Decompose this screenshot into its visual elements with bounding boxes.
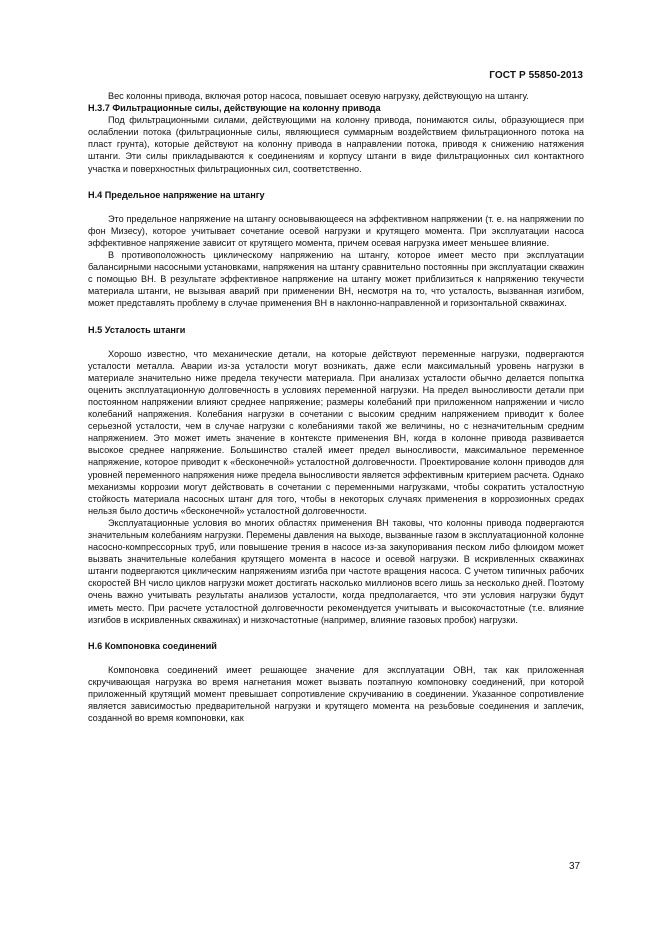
paragraph: Компоновка соединений имеет решающее значение для эксплуатации ОВН, так как приложенная скручивающая нагрузка во время нагнетания может вызвать поэтапную компоновку соединений, при которой приложенный крутящий момент превышает сопротивление скручиванию в соединении. Указанное сопротивление является зависимостью предварительной нагрузки и крутящего момента на резьбовые соединения и заплечик, созданной во время компоновки, как	[88, 664, 584, 724]
paragraph: Эксплуатационные условия во многих областях применения ВН таковы, что колонны привода подвергаются значительным колебаниям нагрузки. Перемены давления на выходе, вызванные газом в эксплуатационной колонне насосно-компрессорных труб, или повышение трения в насосе из-за закупоривания песком либо флюидом может вызвать значительные колебания крутящего момента в насосе и осевой нагрузки. В искривленных скважинах штанги подвергаются циклическим напряжениям изгиба при частоте вращения насоса. С учетом типичных рабочих скоростей ВН число циклов нагрузки может достигать насколько миллионов всего лишь за несколько дней. Поэтому очень важно учитывать результаты анализов усталости, когда предполагается, что эти условия нагрузки будут иметь место. При расчете усталостной долговечности рекомендуется учитывать и высокочастотные (т.е. влияние изгибов в искривленных скважинах) и низкочастотные (например, влияние газовых пробок) нагрузки.	[88, 517, 584, 625]
page-content	[88, 90, 584, 724]
section-heading-h3-7: Н.3.7 Фильтрационные силы, действующие на колонну привода	[88, 103, 381, 114]
paragraph: В противоположность циклическому напряжению на штангу, которое имеет место при эксплуатации балансирными насосными установками, напряжения на штангу сравнительно постоянны при эксплуатации скважин с помощью ВН. В результате эффективное напряжение на штангу может приблизиться к напряжению текучести материала штанги, не вызывая аварий при применении ВН, несмотря на то, что усталость, вызванная изгибом, может представлять проблему в случае применения ВН в наклонно-направленной и горизонтальной скважинах.	[88, 250, 584, 309]
paragraph: Это предельное напряжение на штангу основывающееся на эффективном напряжении (т. е. на напряжении по фон Мизесу), которое учитывает сочетание осевой нагрузки и крутящего момента. При эксплуатации насоса эффективное напряжение зависит от крутящего момента, причем осевая нагрузка имеет меньшее влияние.	[88, 213, 584, 248]
paragraph: Хорошо известно, что механические детали, на которые действуют переменные нагрузки, подвергаются усталости металла. Аварии из-за усталости могут возникать, даже если максимальный уровень нагрузки в материале значительно ниже предела текучести материала. При анализах усталости обычно делается попытка оценить эксплуатационную долговечность в условиях переменной нагрузки. На предел выносливости детали при постоянном напряжении влияют среднее напряжение; размеры колебаний при приложенном напряжении и число колебаний напряжения. Колебания нагрузки в сочетании с высоким средним напряжением приводит к более серьезной усталости, чем в случае нагрузки с колебаниями такой же величины, но с незначительным средним напряжением. Это может иметь значение в контексте применения ВН, когда в колонне привода развивается высокое среднее напряжение. Большинство сталей имеет предел выносливости, максимальное переменное напряжение, которое приводит к «бесконечной» усталостной долговечности. Проектирование колонн приводов для уровней переменного напряжения ниже предела выносливости является эффективным критерием расчета. Однако механизмы коррозии могут действовать в сочетании с переменными нагрузками, чтобы сократить усталостную стойкость материала насосных штанг для того, чтобы в некоторых случаях применения в коррозионных средах нельзя было достичь «бесконечной» усталостной долговечности.	[88, 348, 584, 516]
page-number: 37	[569, 861, 581, 872]
document-id: ГОСТ Р 55850-2013	[489, 70, 583, 81]
paragraph: Под фильтрационными силами, действующими на колонну привода, понимаются силы, образующиеся при ослаблении потока (фильтрационные силы, являющиеся суммарным воздействием фильтрационного потока на пласт грунта), которые действуют на колонну привода в направлении потока, приводя к снижению натяжения штанги. Эти силы прикладываются к соединениям и корпусу штанги в виде фильтрационных сил контактного участка и поверхностных фильтрационных сил, соответственно.	[88, 115, 584, 174]
paragraph: Вес колонны привода, включая ротор насоса, повышает осевую нагрузку, действующую на штангу.	[108, 91, 529, 101]
section-heading-h5: Н.5 Усталость штанги	[88, 324, 186, 335]
section-heading-h4: Н.4 Предельное напряжение на штангу	[88, 189, 265, 200]
section-heading-h6: Н.6 Компоновка соединений	[88, 640, 217, 651]
